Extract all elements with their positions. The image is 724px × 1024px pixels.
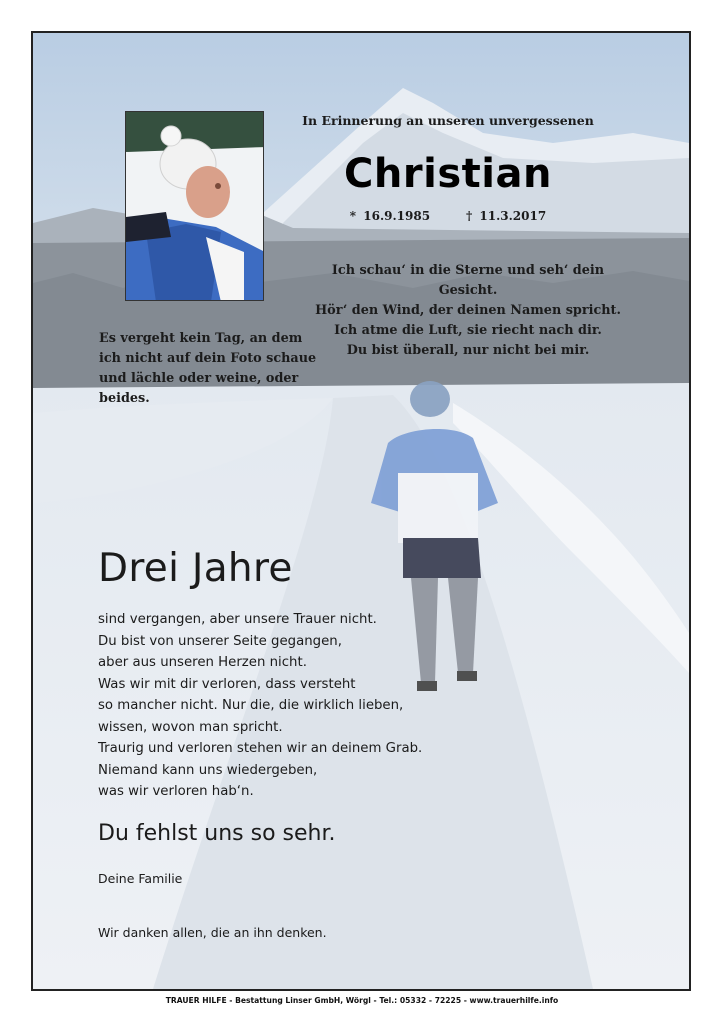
poem-line: Du bist überall, nur nicht bei mir. (346, 343, 590, 358)
poem (303, 261, 633, 361)
miss-you-text: Du fehlst uns so sehr. (98, 821, 336, 846)
verse-block (98, 609, 478, 803)
signature: Deine Familie (98, 871, 183, 886)
side-quote-line: und lächle oder weine, oder (99, 371, 299, 386)
poem-line: Ich atme die Luft, sie riecht nach dir. (334, 323, 602, 338)
poem-line: Hör‘ den Wind, der deinen Namen spricht. (315, 303, 621, 318)
life-dates: * 16.9.1985 † 11.3.2017 (349, 209, 547, 223)
verse-line: so mancher nicht. Nur die, die wirklich lieben, (98, 698, 404, 713)
portrait-photo (125, 111, 264, 301)
side-quote-line: beides. (99, 391, 150, 406)
verse-line: Traurig und verloren stehen wir an deinem Grab. (98, 741, 423, 756)
headline: Drei Jahre (98, 546, 293, 591)
deceased-name: Christian (344, 151, 552, 197)
intro-text: In Erinnerung an unseren unvergessenen (302, 113, 594, 128)
verse-line: was wir verloren hab‘n. (98, 784, 254, 799)
verse-line: Du bist von unserer Seite gegangen, (98, 633, 342, 649)
verse-line: sind vergangen, aber unsere Trauer nicht. (98, 612, 377, 627)
memorial-card (31, 31, 691, 991)
side-quote-line: ich nicht auf dein Foto schaue (99, 351, 317, 366)
verse-line: Was wir mit dir verloren, dass versteht (98, 676, 356, 692)
verse-line: wissen, wovon man spricht. (98, 719, 283, 735)
footer-credit: TRAUER HILFE - Bestattung Linser GmbH, Wörgl - Tel.: 05332 - 72225 - www.trauerhilfe.info (165, 996, 559, 1005)
side-quote-line: Es vergeht kein Tag, an dem (99, 331, 303, 346)
verse-line: Niemand kann uns wiedergeben, (98, 762, 318, 778)
side-quote (99, 329, 319, 409)
poem-line: Ich schau‘ in die Sterne und seh‘ dein Gesicht. (331, 263, 605, 298)
verse-line: aber aus unseren Herzen nicht. (98, 655, 307, 670)
thanks-text: Wir danken allen, die an ihn denken. (98, 925, 327, 940)
